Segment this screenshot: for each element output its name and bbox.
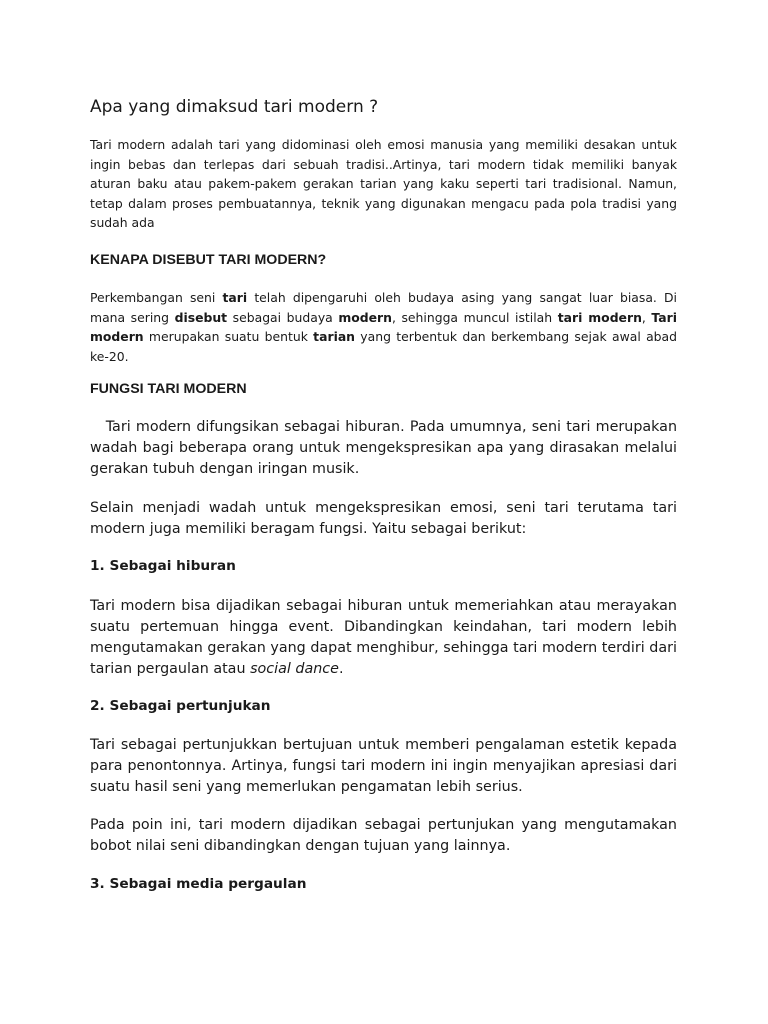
section-why-paragraph bbox=[90, 288, 677, 366]
why-text-10: merupakan suatu bentuk bbox=[143, 329, 314, 344]
intro-paragraph: Tari modern adalah tari yang didominasi oleh emosi manusia yang memiliki desakan untuk ingin bebas dan terlepas dari sebuah tradisi..Artinya, tari modern tidak memiliki banyak aturan baku atau pakem-pakem gerakan tarian yang kaku seperti tari tradisional. Namun, tetap dalam proses pembuatannya, teknik yang digunakan mengacu pada pola tradisi yang sudah ada bbox=[90, 137, 677, 230]
page-title-text: Apa yang dimaksud tari modern bbox=[90, 97, 364, 117]
why-text-12: yang terbentuk dan berkembang sejak awal abad ke-20. bbox=[90, 329, 677, 364]
function-paragraph-2: Selain menjadi wadah untuk mengekspresikan emosi, seni tari terutama tari modern juga memiliki beragam fungsi. Yaitu sebagai berikut: bbox=[90, 500, 677, 537]
why-text-0: Perkembangan seni bbox=[90, 290, 223, 305]
why-text-8: , bbox=[641, 309, 652, 325]
why-bold-modern: modern bbox=[338, 309, 392, 325]
item-1-heading: 1. Sebagai hiburan bbox=[90, 558, 236, 574]
why-bold-tarian: tarian bbox=[313, 329, 355, 344]
why-bold-tari: tari bbox=[222, 290, 248, 305]
item-3-heading: 3. Sebagai media pergaulan bbox=[90, 876, 307, 892]
why-bold-tari-modern: tari modern bbox=[557, 309, 642, 325]
why-bold-disebut: disebut bbox=[174, 309, 228, 325]
item-2-heading: 2. Sebagai pertunjukan bbox=[90, 698, 271, 714]
item-1-text: Tari modern bisa dijadikan sebagai hiburan untuk memeriahkan atau merayakan suatu pertemuan hingga event. Dibandingkan keindahan, tari modern lebih mengutamakan gerakan yang dapat menghibur, sehingga tari modern terdiri dari tarian pergaulan atau bbox=[90, 598, 677, 677]
item-1-italic-term: social dance bbox=[250, 661, 339, 677]
item-1-text-end: . bbox=[338, 661, 344, 677]
function-paragraph-1: Tari modern difungsikan sebagai hiburan. Pada umumnya, seni tari merupakan wadah bagi beberapa orang untuk mengekspresikan apa yang dirasakan melalui gerakan tubuh dengan iringan musik. bbox=[90, 419, 682, 477]
page-title-mark: ? bbox=[369, 97, 379, 117]
section-why-heading: KENAPA DISEBUT TARI MODERN? bbox=[90, 252, 327, 268]
why-bold-tari-modern-2: Tari modern bbox=[90, 309, 677, 344]
why-text-4: sebagai budaya bbox=[227, 309, 339, 325]
page-title bbox=[90, 96, 378, 118]
why-text-6: , sehingga muncul istilah bbox=[391, 309, 558, 325]
item-1-paragraph bbox=[90, 596, 677, 680]
item-2-paragraph-2: Pada poin ini, tari modern dijadikan sebagai pertunjukan yang mengutamakan bobot nilai seni dibandingkan dengan tujuan yang lainnya. bbox=[90, 817, 677, 854]
item-2-paragraph-1: Tari sebagai pertunjukkan bertujuan untuk memberi pengalaman estetik kepada para penontonnya. Artinya, fungsi tari modern ini ingin menyajikan apresiasi dari suatu hasil seni yang memerlukan pengamatan lebih serius. bbox=[90, 737, 677, 795]
section-function-heading: FUNGSI TARI MODERN bbox=[90, 381, 247, 397]
why-text-2: telah dipengaruhi oleh budaya asing yang sangat luar biasa. Di mana sering bbox=[90, 290, 677, 325]
